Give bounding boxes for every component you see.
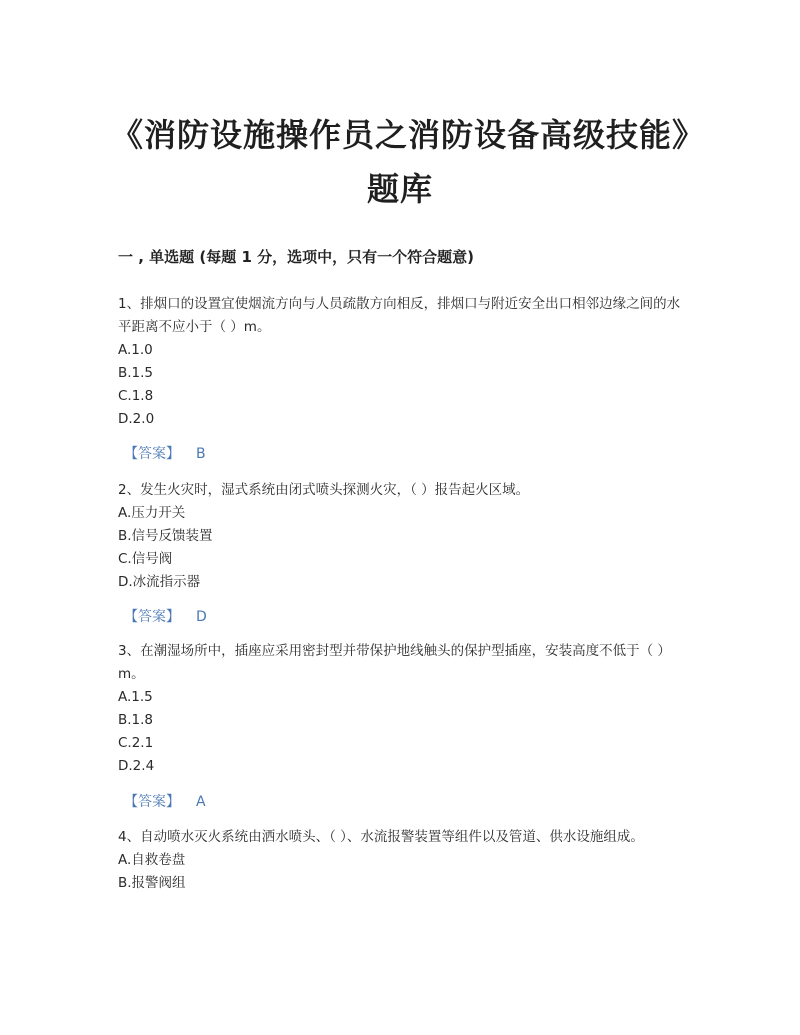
option-a: A.自救卷盘 (118, 852, 186, 868)
answer-2 (124, 606, 207, 626)
option-a: A.压力开关 (118, 505, 186, 521)
question-3 (118, 640, 683, 778)
question-1 (118, 293, 683, 431)
option-b: B.1.8 (118, 712, 154, 728)
option-a: A.1.0 (118, 342, 153, 358)
question-text: 3、在潮湿场所中，插座应采用密封型并带保护地线触头的保护型插座，安装高度不低于（ ）m。 (118, 643, 671, 682)
answer-label: 【答案】 (124, 446, 180, 462)
option-d: D.2.0 (118, 411, 155, 427)
answer-1 (124, 443, 206, 463)
question-text: 4、自动喷水灭火系统由洒水喷头、（ ）、水流报警装置等组件以及管道、供水设施组成。 (118, 829, 644, 845)
option-b: B.1.5 (118, 365, 154, 381)
question-text: 1、排烟口的设置宜使烟流方向与人员疏散方向相反，排烟口与附近安全出口相邻边缘之间的水平距离不应小于（ ）m。 (118, 296, 681, 335)
option-c: C.信号阀 (118, 551, 173, 567)
answer-label: 【答案】 (124, 794, 180, 810)
option-c: C.2.1 (118, 735, 154, 751)
option-b: B.信号反馈装置 (118, 528, 213, 544)
answer-value: B (196, 446, 206, 462)
question-4 (118, 826, 683, 895)
option-b: B.报警阀组 (118, 875, 186, 891)
document-title: 《消防设施操作员之消防设备高级技能》题库 (110, 116, 689, 208)
answer-label: 【答案】 (124, 609, 180, 625)
section-heading: 一 , 单选题 (每题 1 分，选项中，只有一个符合题意) (118, 248, 474, 266)
answer-3 (124, 791, 206, 811)
question-text: 2、发生火灾时，湿式系统由闭式喷头探测火灾，（ ）报告起火区域。 (118, 482, 530, 498)
option-d: D.冰流指示器 (118, 574, 201, 590)
option-c: C.1.8 (118, 388, 154, 404)
question-2 (118, 479, 683, 594)
answer-value: D (196, 609, 207, 625)
option-a: A.1.5 (118, 689, 153, 705)
option-d: D.2.4 (118, 758, 155, 774)
answer-value: A (196, 794, 206, 810)
